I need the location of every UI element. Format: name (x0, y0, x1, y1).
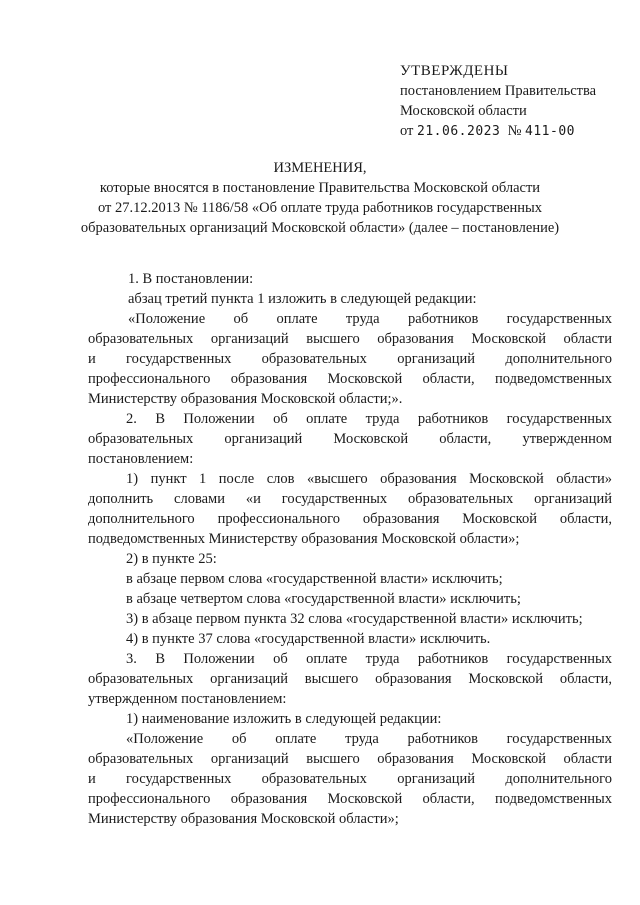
body-line: 2) в пункте 25: (126, 551, 217, 567)
body-line: «Положение об оплате труда работников государственных (128, 311, 612, 327)
date-prefix: от (400, 123, 414, 139)
body-line: 3) в абзаце первом пункта 32 слова «государственной власти» исключить; (126, 611, 583, 627)
body-line: профессионального образования Московской области, подведомственных (88, 791, 612, 807)
body-line: в абзаце четвертом слова «государственной власти» исключить; (126, 591, 521, 607)
approval-line-1: постановлением Правительства (400, 83, 597, 99)
handwritten-date: 21.06.2023 (417, 124, 501, 139)
body-line: 1) пункт 1 после слов «высшего образования Московской области» (126, 471, 612, 487)
document-body (88, 269, 612, 829)
handwritten-number: 411-00 (525, 124, 575, 139)
body-line: профессионального образования Московской области, подведомственных (88, 371, 612, 387)
subtitle-line: от 27.12.2013 № 1186/58 «Об оплате труда работников государственных (97, 200, 543, 216)
body-line: образовательных организаций высшего образования Московской области (88, 331, 612, 347)
body-line: образовательных организаций высшего образования Московской области, (88, 671, 612, 687)
body-line: постановлением: (88, 451, 194, 467)
number-prefix: № (507, 123, 522, 139)
approval-block (400, 61, 630, 142)
body-line: утвержденном постановлением: (88, 691, 287, 707)
approval-date-line (400, 121, 630, 142)
subtitle-line: которые вносятся в постановление Правительства Московской области (99, 180, 541, 196)
body-line: абзац третий пункта 1 изложить в следующей редакции: (128, 291, 477, 307)
body-line: 3. В Положении об оплате труда работников государственных (126, 651, 612, 667)
body-line: и государственных образовательных организаций дополнительного (88, 771, 612, 787)
document-title: ИЗМЕНЕНИЯ, (273, 160, 367, 176)
document-subtitle (0, 178, 640, 238)
body-line: «Положение об оплате труда работников государственных (126, 731, 612, 747)
body-line: в абзаце первом слова «государственной власти» исключить; (126, 571, 503, 587)
approval-line-2: Московской области (400, 103, 527, 119)
body-line: образовательных организаций Московской области, утвержденном (88, 431, 612, 447)
body-line: и государственных образовательных организаций дополнительного (88, 351, 612, 367)
body-line: дополнительного профессионального образования Московской области, (88, 511, 612, 527)
body-line: образовательных организаций высшего образования Московской области (88, 751, 612, 767)
body-line: 1) наименование изложить в следующей редакции: (126, 711, 442, 727)
body-line: 1. В постановлении: (128, 271, 254, 287)
body-line: подведомственных Министерству образования Московской области»; (88, 531, 520, 547)
subtitle-line: образовательных организаций Московской области» (далее – постановление) (80, 220, 560, 236)
body-line: дополнить словами «и государственных образовательных организаций (88, 491, 612, 507)
body-line: 2. В Положении об оплате труда работников государственных (126, 411, 612, 427)
body-line: Министерству образования Московской области»; (88, 811, 399, 827)
body-line: Министерству образования Московской области;». (88, 391, 403, 407)
body-line: 4) в пункте 37 слова «государственной власти» исключить. (126, 631, 491, 647)
approval-heading: УТВЕРЖДЕНЫ (400, 63, 509, 79)
